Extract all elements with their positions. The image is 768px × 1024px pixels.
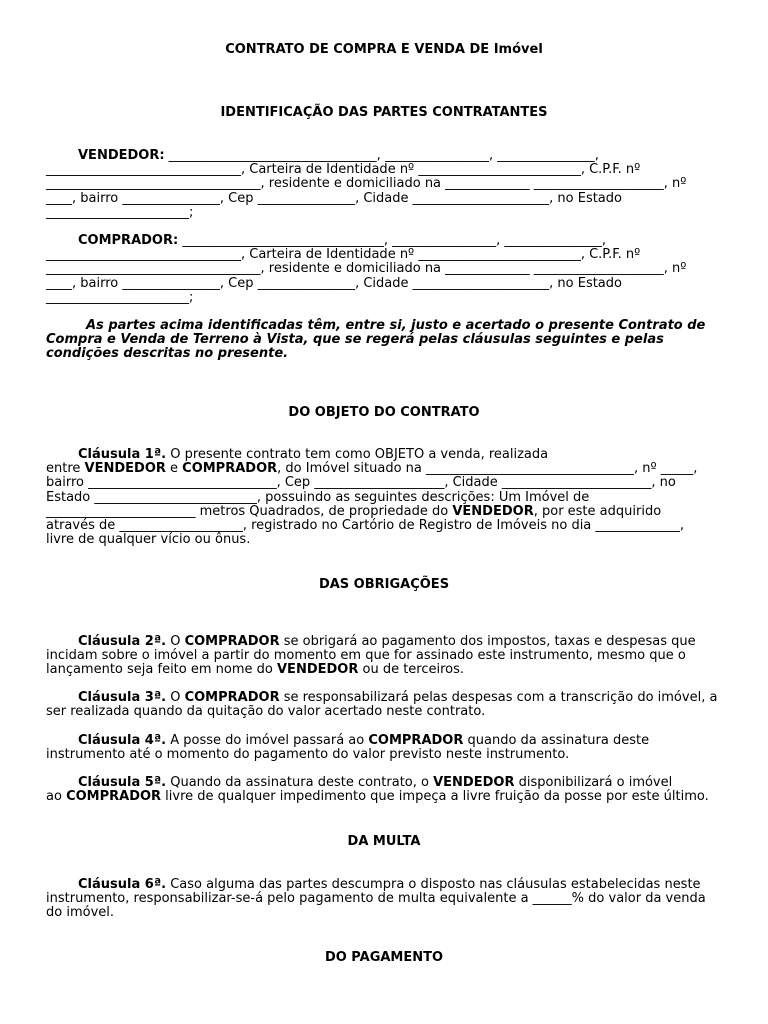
clausula-2-text: se obrigará ao pagamento dos impostos, taxas e despesas que <box>279 634 696 649</box>
clausula-2-text: ou de terceiros. <box>358 662 465 678</box>
comprador-label: COMPRADOR: <box>78 233 179 248</box>
clausula-3-text: se responsabilizará pelas despesas com a transcrição do imóvel, a <box>279 690 718 705</box>
section-heading-identificacao: IDENTIFICAÇÃO DAS PARTES CONTRATANTES <box>220 105 548 120</box>
clausula-5-text: Quando da assinatura deste contrato, o <box>166 775 434 790</box>
clausula-5-text: livre de qualquer impedimento que impeça a livre fruição da posse por este último. <box>161 789 709 805</box>
clausula-6-text: do imóvel. <box>46 905 115 921</box>
intro-line3: condições descritas no presente. <box>46 346 289 362</box>
clausula-4-text: A posse do imóvel passará ao <box>166 733 369 748</box>
vendedor-line5: ______________________; <box>46 204 194 220</box>
clausula-5-text: disponibilizará o imóvel <box>514 775 673 790</box>
clausula-3-text: ser realizada quando da quitação do valor acertado neste contrato. <box>46 704 486 720</box>
party-vendedor: VENDEDOR <box>277 662 359 678</box>
vendedor-line2: ______________________________, Carteira de Identidade nº _________________________, C.P.F. nº <box>46 162 641 178</box>
clausula-5 <box>46 776 722 804</box>
vendedor-label: VENDEDOR: <box>78 148 165 163</box>
party-vendedor: VENDEDOR <box>452 503 534 519</box>
comprador-line5: ______________________; <box>46 289 194 305</box>
clausula-1-text: O presente contrato tem como OBJETO a venda, realizada <box>166 447 549 462</box>
intro-paragraph <box>46 319 722 362</box>
intro-line1: As partes acima identificadas têm, entre si, justo e acertado o presente Contrato de <box>86 318 706 333</box>
clausula-1-text: livre de qualquer vício ou ônus. <box>46 532 251 548</box>
clausula-3 <box>46 691 722 719</box>
comprador-line3: _________________________________, residente e domiciliado na _____________ ____________________, nº <box>46 261 687 277</box>
clausula-5-label: Cláusula 5ª. <box>78 775 167 790</box>
clausula-1-text: e <box>165 461 183 477</box>
clausula-1-label: Cláusula 1ª. <box>78 447 167 462</box>
party-comprador: COMPRADOR <box>184 634 280 649</box>
comprador-block <box>46 234 722 305</box>
clausula-3-text: O <box>166 690 185 705</box>
clausula-6-text: Caso alguma das partes descumpra o disposto nas cláusulas estabelecidas neste <box>166 877 701 892</box>
clausula-2-text: incidam sobre o imóvel a partir do momento em que for assinado este instrumento, mesmo que o <box>46 648 686 664</box>
section-heading-objeto: DO OBJETO DO CONTRATO <box>288 405 480 420</box>
vendedor-line1: ________________________________, ________________, _______________, <box>164 148 599 163</box>
party-comprador: COMPRADOR <box>368 733 464 748</box>
vendedor-line4: ____, bairro _______________, Cep _______________, Cidade _____________________, no Estado <box>46 190 622 206</box>
party-comprador: COMPRADOR <box>66 789 162 805</box>
document-title: CONTRATO DE COMPRA E VENDA DE Imóvel <box>225 42 543 57</box>
clausula-1-text: _______________________ metros Quadrados, de propriedade do <box>46 503 453 519</box>
intro-line2: Compra e Venda de Terreno à Vista, que se regerá pelas cláusulas seguintes e pelas <box>46 332 664 348</box>
clausula-1-text: bairro _____________________________, Cep ____________________, Cidade _______________________, no <box>46 475 676 491</box>
clausula-2-label: Cláusula 2ª. <box>78 634 167 649</box>
clausula-1-text: , por este adquirido <box>533 503 662 519</box>
clausula-4-text: quando da assinatura deste <box>463 733 650 748</box>
section-heading-obrigacoes: DAS OBRIGAÇÕES <box>318 577 450 592</box>
clausula-5-text: ao <box>46 789 67 805</box>
party-vendedor: VENDEDOR <box>433 775 515 790</box>
clausula-2-text: lançamento seja feito em nome do <box>46 662 277 678</box>
clausula-3-label: Cláusula 3ª. <box>78 690 167 705</box>
clausula-4-text: instrumento até o momento do pagamento do valor previsto neste instrumento. <box>46 747 570 763</box>
comprador-line2: ______________________________, Carteira de Identidade nº _________________________, C.P.F. nº <box>46 247 641 263</box>
clausula-2 <box>46 635 722 678</box>
clausula-1-text: , do Imóvel situado na ________________________________, nº _____, <box>277 461 698 477</box>
clausula-1 <box>46 448 722 547</box>
party-vendedor: VENDEDOR <box>84 461 166 477</box>
clausula-6-text: instrumento, responsabilizar-se-á pelo pagamento de multa equivalente a ______% do valor da venda <box>46 891 706 907</box>
vendedor-line3: _________________________________, residente e domiciliado na _____________ ____________________, nº <box>46 176 687 192</box>
clausula-1-text: Estado _________________________, possuindo as seguintes descrições: Um Imóvel de <box>46 489 590 505</box>
clausula-6 <box>46 878 722 921</box>
clausula-6-label: Cláusula 6ª. <box>78 877 167 892</box>
section-heading-multa: DA MULTA <box>347 834 421 849</box>
comprador-line4: ____, bairro _______________, Cep _______________, Cidade _____________________, no Estado <box>46 275 622 291</box>
clausula-1-text: através de ___________________, registrado no Cartório de Registro de Imóveis no dia _____________, <box>46 518 685 534</box>
clausula-4-label: Cláusula 4ª. <box>78 733 167 748</box>
vendedor-block <box>46 149 722 220</box>
party-comprador: COMPRADOR <box>182 461 278 477</box>
party-comprador: COMPRADOR <box>184 690 280 705</box>
section-heading-pagamento: DO PAGAMENTO <box>324 950 444 965</box>
comprador-line1: _______________________________, ________________, _______________, <box>178 233 606 248</box>
clausula-2-text: O <box>166 634 185 649</box>
clausula-4 <box>46 734 722 762</box>
clausula-1-text: entre <box>46 461 85 477</box>
